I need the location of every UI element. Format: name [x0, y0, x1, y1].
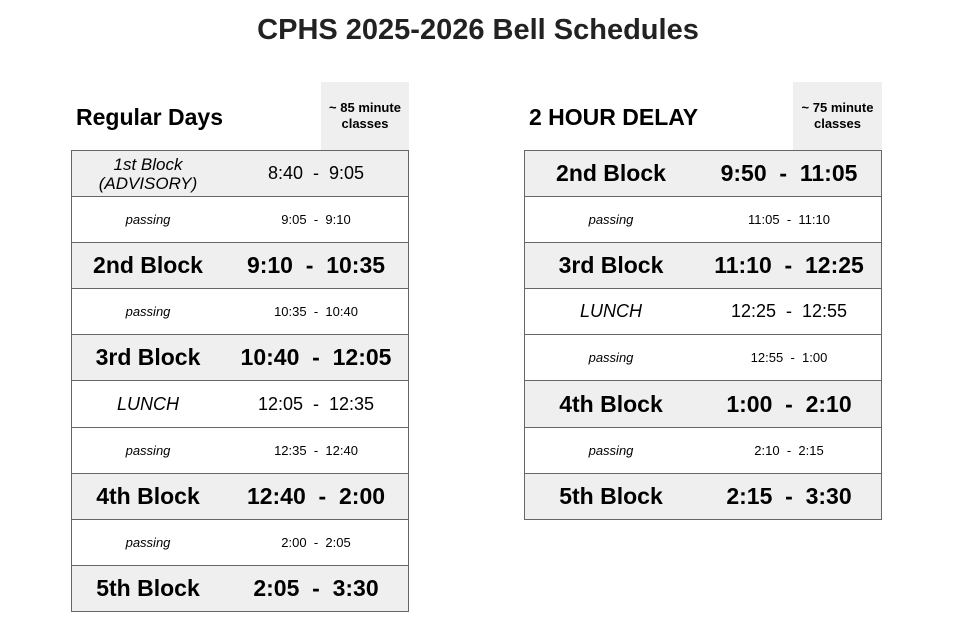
period-time: 12:55 - 1:00 — [750, 350, 828, 366]
period-label: LUNCH — [116, 393, 179, 414]
schedule-row — [525, 243, 881, 289]
period-time: 12:35 - 12:40 — [274, 442, 358, 458]
page-title: CPHS 2025-2026 Bell Schedules — [257, 14, 699, 46]
schedule-row — [72, 197, 408, 243]
schedule-table — [71, 150, 409, 612]
schedule-row — [525, 474, 881, 520]
period-time: 2:10 - 2:15 — [754, 442, 824, 458]
period-label: 3rd Block — [558, 252, 664, 279]
period-time: 10:40 - 12:05 — [240, 344, 392, 371]
schedule-row — [72, 289, 408, 335]
schedule-row — [72, 566, 408, 612]
period-label: 5th Block — [96, 574, 200, 601]
period-label: 2nd Block — [556, 160, 666, 187]
period-label: passing — [125, 304, 171, 320]
period-label: 2nd Block — [93, 252, 203, 279]
period-label: 1st Block (ADVISORY) — [98, 154, 198, 193]
regular-days-schedule — [71, 82, 409, 612]
schedule-row — [525, 381, 881, 427]
period-time: 11:10 - 12:25 — [714, 252, 864, 279]
two-hour-delay-schedule — [524, 82, 882, 520]
class-length-note: ~ 75 minute classes — [793, 82, 882, 150]
schedule-row — [525, 151, 881, 197]
period-time: 2:05 - 3:30 — [253, 574, 379, 601]
schedule-row — [525, 428, 881, 474]
schedule-table — [524, 150, 882, 520]
schedule-title: 2 HOUR DELAY — [529, 104, 699, 130]
period-time: 8:40 - 9:05 — [267, 163, 365, 184]
period-label: LUNCH — [579, 301, 642, 322]
schedule-title: Regular Days — [76, 104, 224, 130]
period-label: passing — [588, 212, 634, 228]
period-label: 4th Block — [96, 482, 200, 509]
period-time: 9:05 - 9:10 — [281, 212, 351, 228]
schedule-row — [72, 243, 408, 289]
period-label: passing — [125, 442, 171, 458]
schedule-row — [72, 381, 408, 427]
period-label: 5th Block — [559, 482, 663, 509]
schedule-row — [72, 335, 408, 381]
schedule-row — [525, 289, 881, 335]
period-label: passing — [588, 442, 634, 458]
period-time: 12:25 - 12:55 — [730, 301, 848, 322]
period-time: 10:35 - 10:40 — [274, 304, 358, 320]
period-label: passing — [125, 534, 171, 550]
period-time: 2:15 - 3:30 — [726, 482, 852, 509]
period-time: 1:00 - 2:10 — [726, 390, 852, 417]
period-label: passing — [588, 350, 634, 366]
schedule-row — [72, 428, 408, 474]
schedule-row — [525, 335, 881, 381]
schedule-row — [72, 474, 408, 520]
period-time: 9:10 - 10:35 — [246, 252, 386, 279]
period-time: 9:50 - 11:05 — [720, 160, 858, 187]
class-length-note: ~ 85 minute classes — [321, 82, 409, 150]
period-label: 4th Block — [559, 390, 663, 417]
period-label: 3rd Block — [95, 344, 201, 371]
schedule-row — [72, 520, 408, 566]
period-time: 12:40 - 2:00 — [246, 482, 386, 509]
period-time: 11:05 - 11:10 — [748, 212, 830, 228]
period-time: 12:05 - 12:35 — [257, 393, 375, 414]
schedule-row — [72, 151, 408, 197]
schedule-row — [525, 197, 881, 243]
period-time: 2:00 - 2:05 — [281, 534, 351, 550]
period-label: passing — [125, 212, 171, 228]
